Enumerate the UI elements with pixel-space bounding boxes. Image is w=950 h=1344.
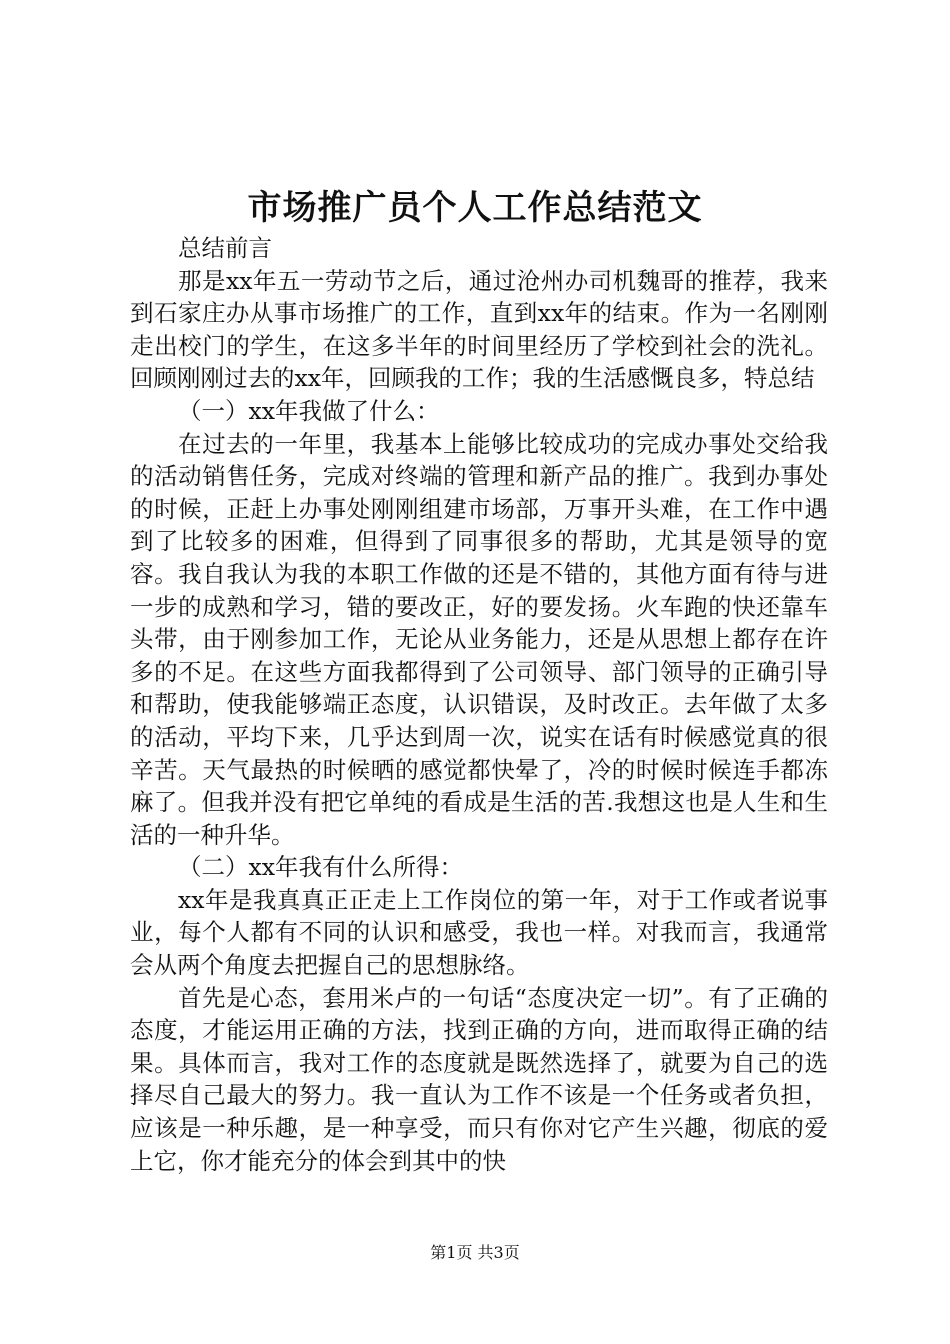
paragraph-section-2a: xx年是我真真正正走上工作岗位的第一年，对于工作或者说事业，每个人都有不同的认识和感受，我也一样。对我而言，我通常会从两个角度去把握自己的思想脉络。 [130,885,828,980]
document-title: 市场推广员个人工作总结范文 [247,188,703,228]
section-heading-2: （二）xx年我有什么所得： [178,853,464,882]
page-footer: 第1页 共3页 [430,1243,520,1262]
paragraph-preface-heading: 总结前言 [178,234,272,262]
document-body [130,232,828,1177]
paragraph-section-2b: 首先是心态，套用米卢的一句话“态度决定一切”。有了正确的态度，才能运用正确的方法，找到正确的方向，进而取得正确的结果。具体而言，我对工作的态度就是既然选择了，就要为自己的选择尽自己最大的努力。我一直认为工作不该是一个任务或者负担，应该是一种乐趣，是一种享受，而只有你对它产生兴趣，彻底的爱上它，你才能充分的体会到其中的快 [130,983,828,1175]
paragraph-section-1: 在过去的一年里，我基本上能够比较成功的完成办事处交给我的活动销售任务，完成对终端的管理和新产品的推广。我到办事处的时候，正赶上办事处刚刚组建市场部，万事开头难，在工作中遇到了比较多的困难，但得到了同事很多的帮助，尤其是领导的宽容。我自我认为我的本职工作做的还是不错的，其他方面有待与进一步的成熟和学习，错的要改正，好的要发扬。火车跑的快还靠车头带，由于刚参加工作，无论从业务能力，还是从思想上都存在许多的不足。在这些方面我都得到了公司领导、部门领导的正确引导和帮助，使我能够端正态度，认识错误，及时改正。去年做了太多的活动，平均下来，几乎达到周一次，说实在话有时候感觉真的很辛苦。天气最热的时候晒的感觉都快晕了，冷的时候时候连手都冻麻了。但我并没有把它单纯的看成是生活的苦.我想这也是人生和生活的一种升华。 [130,429,828,849]
paragraph-intro: 那是xx年五一劳动节之后，通过沧州办司机魏哥的推荐，我来到石家庄办从事市场推广的工作，直到xx年的结束。作为一名刚刚走出校门的学生，在这多半年的时间里经历了学校到社会的洗礼。回顾刚刚过去的xx年，回顾我的工作；我的生活感慨良多，特总结 [130,266,828,393]
section-heading-1: （一）xx年我做了什么： [178,396,440,425]
